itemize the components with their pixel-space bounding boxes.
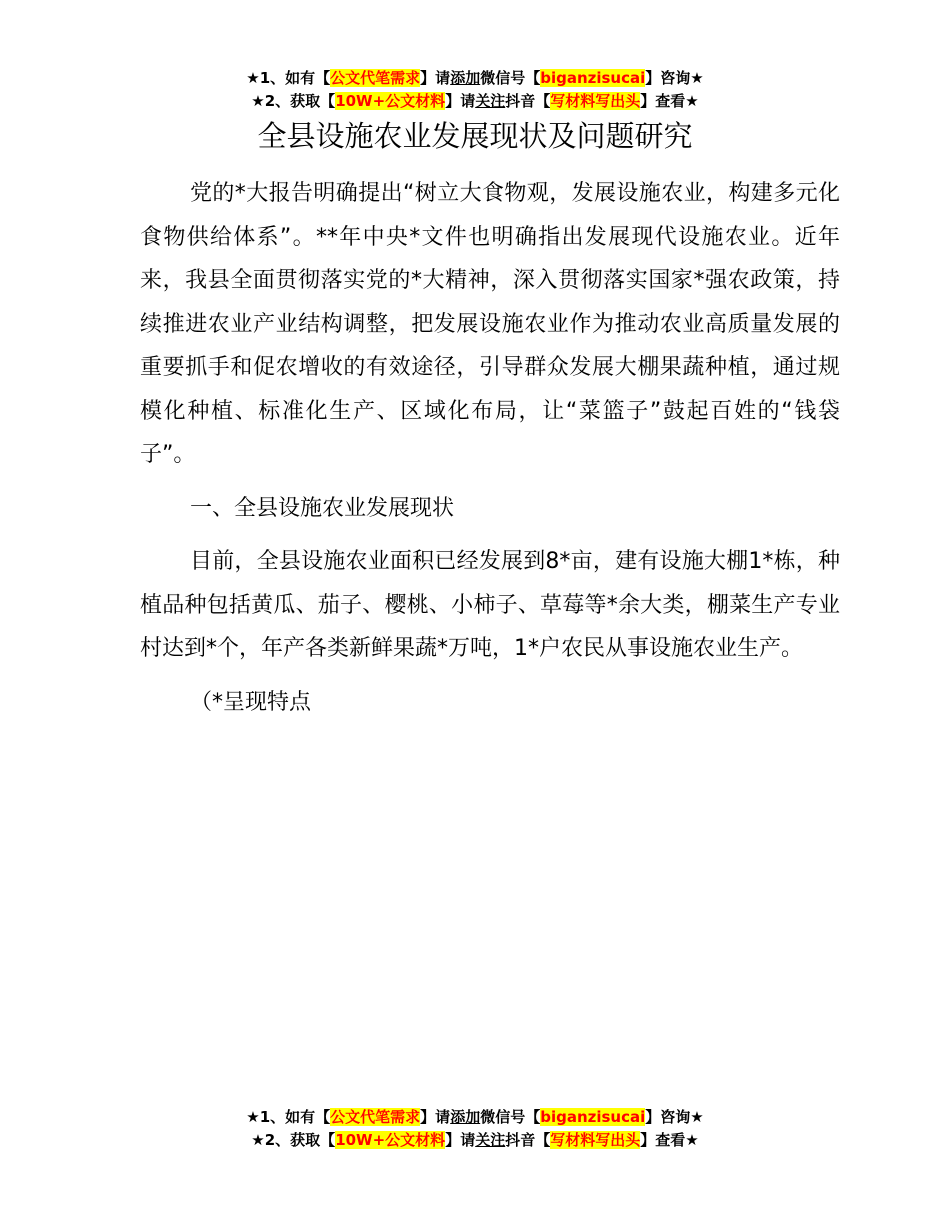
ad-text: 2、获取【 (264, 92, 336, 110)
ad-text: 关注 (475, 92, 506, 110)
footer-ad-banner (0, 1106, 950, 1152)
ad-highlight: 写材料写出头 (550, 1131, 641, 1149)
ad-text: 】请 (445, 1131, 476, 1149)
ad-text: 】请 (445, 92, 476, 110)
ad-highlight: biganzisucai (540, 1108, 646, 1126)
ad-highlight: 公文代笔需求 (330, 69, 421, 87)
ad-text: 微信号【 (480, 69, 541, 87)
ad-text: 】咨询★ (645, 69, 704, 87)
star-icon: ★ (251, 92, 265, 110)
ad-text: 】咨询★ (645, 1108, 704, 1126)
ad-text: 微信号【 (480, 1108, 541, 1126)
ad-line-1 (0, 1106, 950, 1129)
star-icon: ★ (246, 1108, 260, 1126)
ad-text: 】查看★ (640, 1131, 699, 1149)
ad-text: 添加 (450, 69, 481, 87)
ad-text: 抖音【 (505, 92, 551, 110)
ad-highlight: 10W+公文材料 (335, 92, 446, 110)
ad-line-2 (0, 1129, 950, 1152)
paragraph-intro: 党的*大报告明确提出“树立大食物观，发展设施农业，构建多元化食物供给体系”。**年中央*文件也明确指出发展现代设施农业。近年来，我县全面贯彻落实党的*大精神，深入贯彻落实国家*强农政策，持续推进农业产业结构调整，把发展设施农业作为推动农业高质量发展的重要抓手和促农增收的有效途径，引导群众发展大棚果蔬种植，通过规模化种植、标准化生产、区域化布局，让“菜篮子”鼓起百姓的“钱袋子”。 (140, 181, 840, 467)
ad-highlight: 写材料写出头 (550, 92, 641, 110)
paragraph-status: 目前，全县设施农业面积已经发展到8*亩，建有设施大棚1*栋，种植品种包括黄瓜、茄子、樱桃、小柿子、草莓等*余大类，棚菜生产专业村达到*个，年产各类新鲜果蔬*万吨，1*户农民从事设施农业生产。 (140, 549, 840, 661)
ad-highlight: biganzisucai (540, 69, 646, 87)
header-ad-banner (0, 67, 950, 113)
star-icon: ★ (246, 69, 260, 87)
subsection-heading: （*呈现特点 (190, 689, 312, 715)
ad-text: 】请 (420, 1108, 451, 1126)
ad-text: 关注 (475, 1131, 506, 1149)
document-body (140, 172, 840, 724)
ad-text: 1、如有【 (259, 69, 331, 87)
ad-line-1 (0, 67, 950, 90)
section-heading: 一、全县设施农业发展现状 (190, 495, 455, 521)
ad-highlight: 10W+公文材料 (335, 1131, 446, 1149)
ad-text: 1、如有【 (259, 1108, 331, 1126)
ad-text: 】查看★ (640, 92, 699, 110)
ad-text: 添加 (450, 1108, 481, 1126)
ad-highlight: 公文代笔需求 (330, 1108, 421, 1126)
document-title: 全县设施农业发展现状及问题研究 (257, 119, 693, 153)
ad-text: 抖音【 (505, 1131, 551, 1149)
star-icon: ★ (251, 1131, 265, 1149)
ad-line-2 (0, 90, 950, 113)
ad-text: 2、获取【 (264, 1131, 336, 1149)
ad-text: 】请 (420, 69, 451, 87)
